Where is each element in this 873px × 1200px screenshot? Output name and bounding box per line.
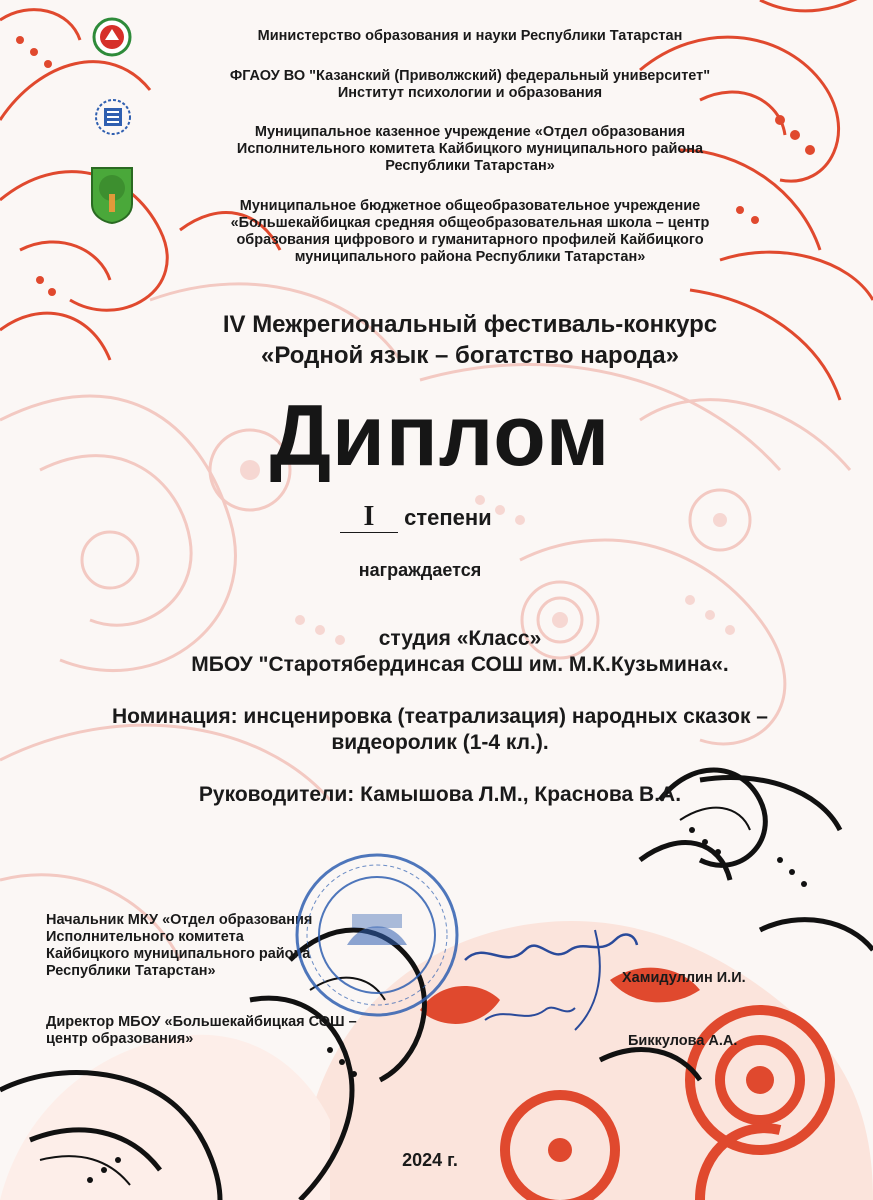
kfu-institute-logo-icon [94, 96, 132, 138]
leaders: Руководители: Камышова Л.М., Краснова В.А. [198, 783, 682, 806]
org-school-line2: «Большекайбицкая средняя общеобразовательная школа – центр [230, 215, 710, 231]
signatory-1-line4: Республики Татарстан» [46, 963, 216, 979]
degree-line [340, 502, 560, 533]
year: 2024 г. [402, 1150, 458, 1170]
org-education-dept-line3: Республики Татарстан» [385, 158, 555, 174]
org-education-dept-line1: Муниципальное казенное учреждение «Отдел образования [254, 124, 686, 140]
org-education-dept [170, 124, 770, 175]
signatory-1-line3: Кайбицкого муниципального района [46, 946, 311, 962]
org-school-line1: Муниципальное бюджетное общеобразовательное учреждение [239, 198, 701, 214]
signatory-1-name: Хамидуллин И.И. [622, 970, 746, 986]
recipient [100, 626, 820, 678]
signatory-2-name: Биккулова А.А. [628, 1033, 738, 1049]
org-school-line4: муниципального района Республики Татарстан» [294, 249, 646, 265]
degree-value: I [340, 502, 398, 533]
signature-icon [455, 910, 645, 1050]
diploma-title: Диплом [269, 388, 611, 484]
degree-word: степени [404, 505, 492, 530]
festival-title-line2: «Родной язык – богатство народа» [261, 342, 679, 369]
recipient-line2: МБОУ "Старотябердинсая СОШ им. М.К.Кузьмина«. [191, 653, 729, 676]
nomination [40, 704, 840, 756]
org-kfu-line1: ФГАОУ ВО "Казанский (Приволжский) федеральный университет" [229, 68, 711, 84]
signatory-2-line2: центр образования» [46, 1031, 194, 1047]
festival-title-line1: IV Межрегиональный фестиваль-конкурс [222, 311, 718, 338]
org-school-line3: образования цифрового и гуманитарного профилей Кайбицкого [236, 232, 704, 248]
org-kfu-line2: Институт психологии и образования [337, 85, 603, 101]
nomination-line2: видеоролик (1-4 кл.). [331, 731, 549, 754]
official-stamp-icon [292, 850, 462, 1020]
festival-title [120, 309, 820, 371]
signatory-1-line1: Начальник МКУ «Отдел образования [46, 912, 313, 928]
signatory-1-line2: Исполнительного комитета [46, 929, 244, 945]
org-school [170, 198, 770, 266]
org-education-dept-line2: Исполнительного комитета Кайбицкого муниципального района [236, 141, 704, 157]
awarded-text: награждается [358, 560, 482, 580]
nomination-line1: Номинация: инсценировка (театрализация) народных сказок – [112, 705, 768, 728]
org-kfu [170, 68, 770, 102]
recipient-line1: студия «Класс» [378, 627, 542, 650]
signatory-2-line1: Директор МБОУ «Большекайбицкая СОШ – [46, 1014, 357, 1030]
org-ministry: Министерство образования и науки Республики Татарстан [257, 28, 683, 44]
tatarstan-coat-of-arms-icon [92, 16, 132, 58]
kaybitsky-district-emblem-icon [90, 166, 134, 224]
